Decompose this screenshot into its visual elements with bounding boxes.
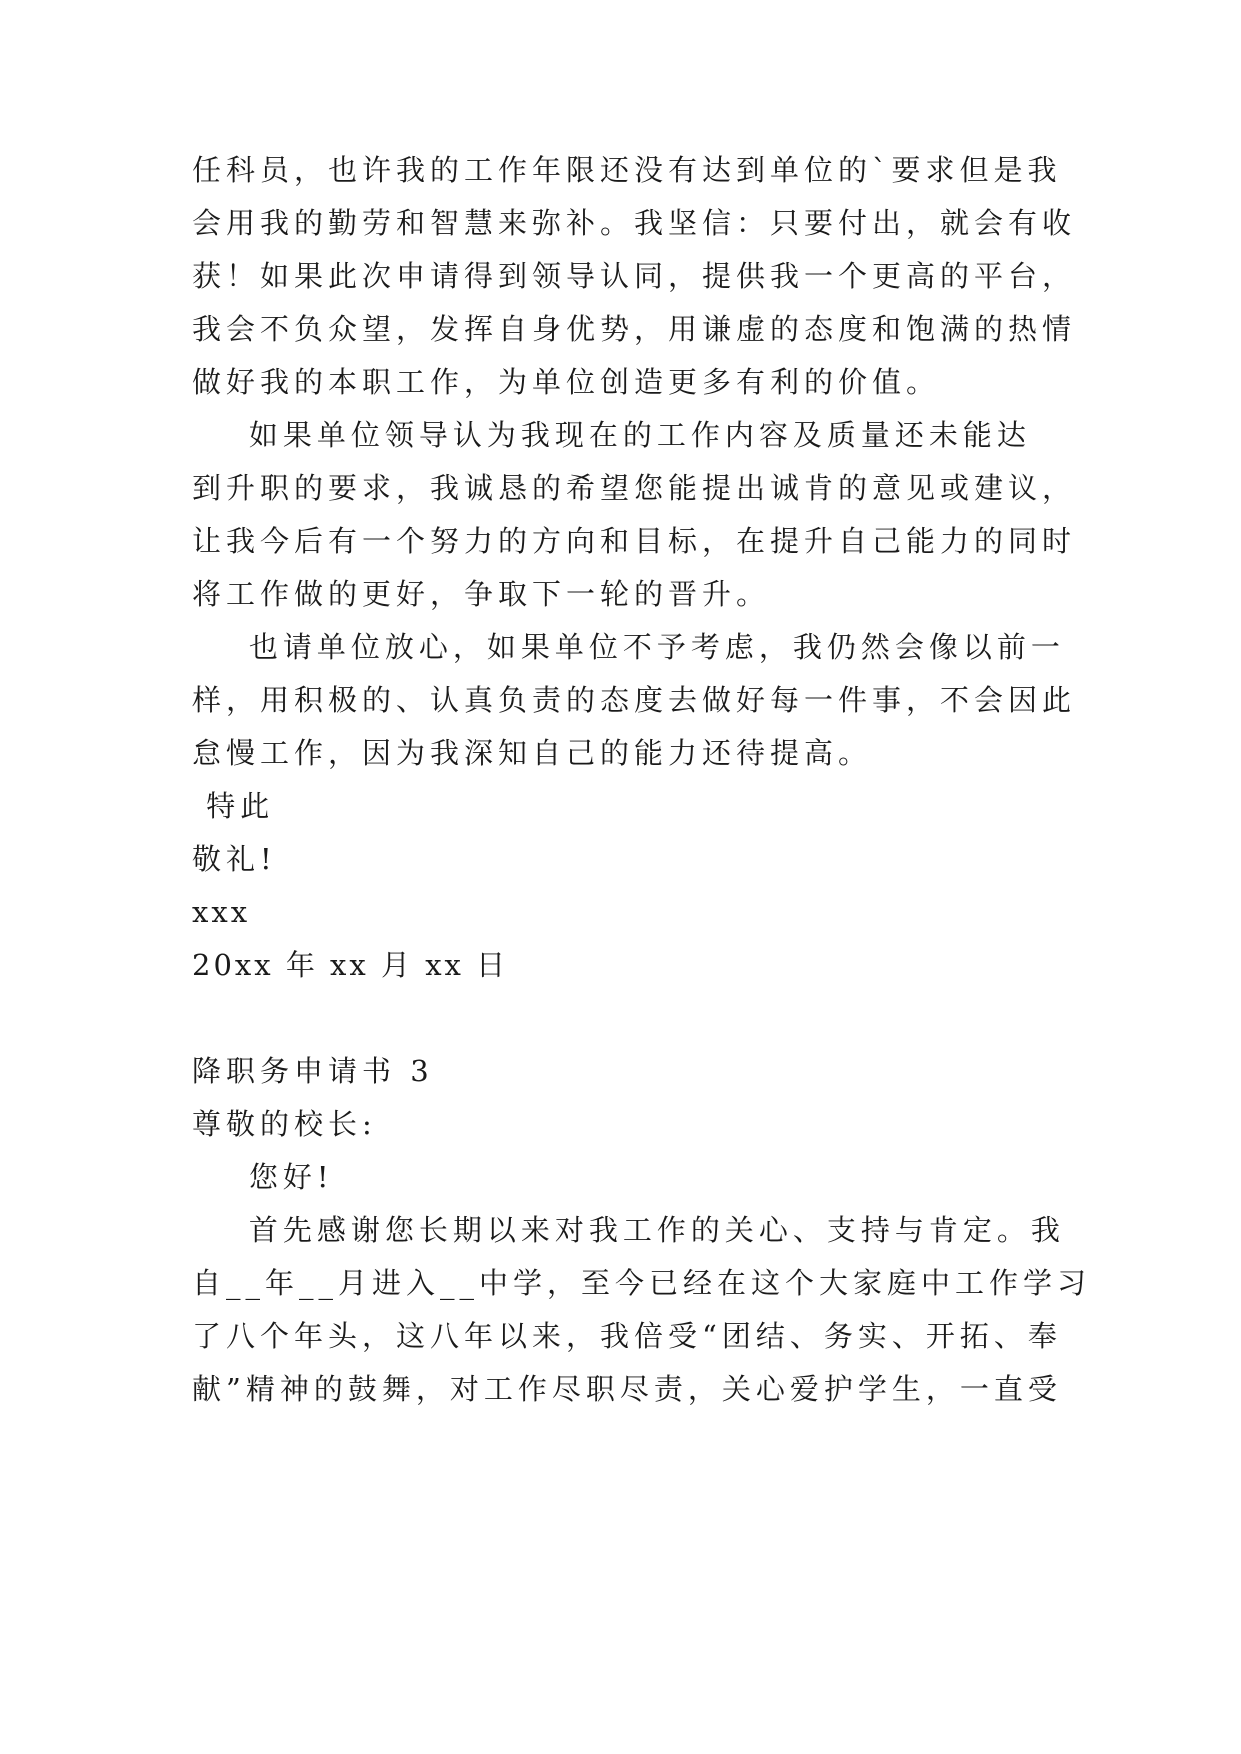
text-line: 如果单位领导认为我现在的工作内容及质量还未能达 xyxy=(192,418,1031,452)
text-line: 样，用积极的、认真负责的态度去做好每一件事，不会因此 xyxy=(192,683,1077,717)
text-line: 自__年__月进入__中学，至今已经在这个大家庭中工作学习 xyxy=(192,1266,1092,1300)
text-line: 首先感谢您长期以来对我工作的关心、支持与肯定。我 xyxy=(192,1213,1065,1247)
text-line: 让我今后有一个努力的方向和目标，在提升自己能力的同时 xyxy=(192,524,1077,558)
text-line: 怠慢工作，因为我深知自己的能力还待提高。 xyxy=(192,736,873,770)
section-title: 降职务申请书 3 xyxy=(192,1054,434,1088)
text-line: 获！如果此次申请得到领导认同，提供我一个更高的平台， xyxy=(192,259,1077,293)
signature-date: 20xx 年 xx 月 xx 日 xyxy=(192,948,509,982)
signature-name: xxx xyxy=(192,895,251,929)
addressee: 尊敬的校长: xyxy=(192,1107,377,1141)
salutation: 敬礼! xyxy=(192,842,277,876)
text-line: 献”精神的鼓舞，对工作尽职尽责，关心爱护学生，一直受 xyxy=(192,1372,1062,1406)
text-line: 会用我的勤劳和智慧来弥补。我坚信：只要付出，就会有收 xyxy=(192,206,1077,240)
text-line: 了八个年头，这八年以来，我倍受“团结、务实、开拓、奉 xyxy=(192,1319,1062,1353)
text-line: 任科员，也许我的工作年限还没有达到单位的`要求但是我 xyxy=(192,153,1062,187)
closing-phrase: 特此 xyxy=(192,789,275,823)
greeting: 您好! xyxy=(192,1160,334,1194)
text-line: 到升职的要求，我诚恳的希望您能提出诚肯的意见或建议， xyxy=(192,471,1077,505)
text-line: 做好我的本职工作，为单位创造更多有利的价值。 xyxy=(192,365,941,399)
text-line: 我会不负众望，发挥自身优势，用谦虚的态度和饱满的热情 xyxy=(192,312,1077,346)
text-line: 将工作做的更好，争取下一轮的晋升。 xyxy=(192,577,771,611)
text-line: 也请单位放心，如果单位不予考虑，我仍然会像以前一 xyxy=(192,630,1065,664)
